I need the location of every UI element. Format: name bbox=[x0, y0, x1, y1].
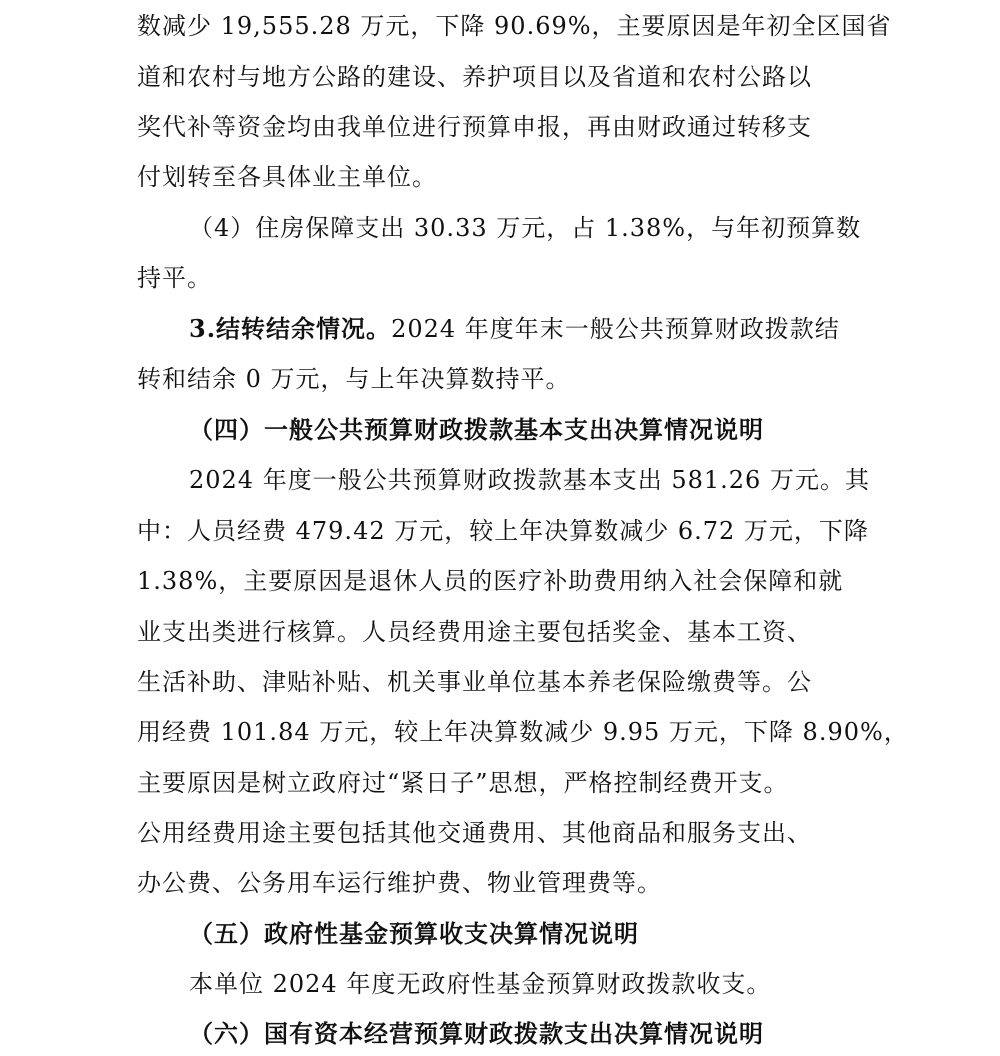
paragraph-line: 道和农村与地方公路的建设、养护项目以及省道和农村公路以 bbox=[137, 63, 812, 91]
paragraph-line: 付划转至各具体业主单位。 bbox=[137, 163, 437, 191]
paragraph-line: 主要原因是树立政府过“紧日子”思想，严格控制经费开支。 bbox=[137, 769, 789, 797]
section-heading: （六）国有资本经营预算财政拨款支出决算情况说明 bbox=[189, 1019, 764, 1048]
paragraph-line: 公用经费用途主要包括其他交通费用、其他商品和服务支出、 bbox=[137, 819, 812, 847]
paragraph-line: 奖代补等资金均由我单位进行预算申报，再由财政通过转移支 bbox=[137, 113, 812, 141]
paragraph-line: 用经费 101.84 万元，较上年决算数减少 9.95 万元，下降 8.90%， bbox=[137, 718, 909, 746]
inline-text: 2024 年度年末一般公共预算财政拨款结 bbox=[391, 315, 840, 343]
paragraph-line: 本单位 2024 年度无政府性基金预算财政拨款收支。 bbox=[189, 970, 772, 998]
paragraph-line: 业支出类进行核算。人员经费用途主要包括奖金、基本工资、 bbox=[137, 618, 812, 646]
paragraph-line: 2024 年度一般公共预算财政拨款基本支出 581.26 万元。其 bbox=[189, 466, 870, 494]
paragraph-line: 办公费、公务用车运行维护费、物业管理费等。 bbox=[137, 869, 662, 897]
section-heading: （四）一般公共预算财政拨款基本支出决算情况说明 bbox=[189, 415, 764, 444]
inline-heading: 3.结转结余情况。 bbox=[189, 314, 392, 343]
paragraph-line: 生活补助、津贴补贴、机关事业单位基本养老保险缴费等。公 bbox=[137, 668, 812, 696]
paragraph-line: 持平。 bbox=[137, 264, 212, 292]
paragraph-line: 转和结余 0 万元，与上年决算数持平。 bbox=[137, 365, 571, 393]
paragraph-line-with-heading bbox=[189, 309, 840, 349]
paragraph-line: 1.38%，主要原因是退休人员的医疗补助费用纳入社会保障和就 bbox=[137, 567, 844, 595]
paragraph-line: 数减少 19,555.28 万元，下降 90.69%，主要原因是年初全区国省 bbox=[137, 12, 892, 40]
paragraph-line: 中：人员经费 479.42 万元，较上年决算数减少 6.72 万元，下降 bbox=[137, 517, 869, 545]
section-heading: （五）政府性基金预算收支决算情况说明 bbox=[189, 919, 639, 948]
paragraph-line: （4）住房保障支出 30.33 万元，占 1.38%，与年初预算数 bbox=[189, 214, 862, 242]
